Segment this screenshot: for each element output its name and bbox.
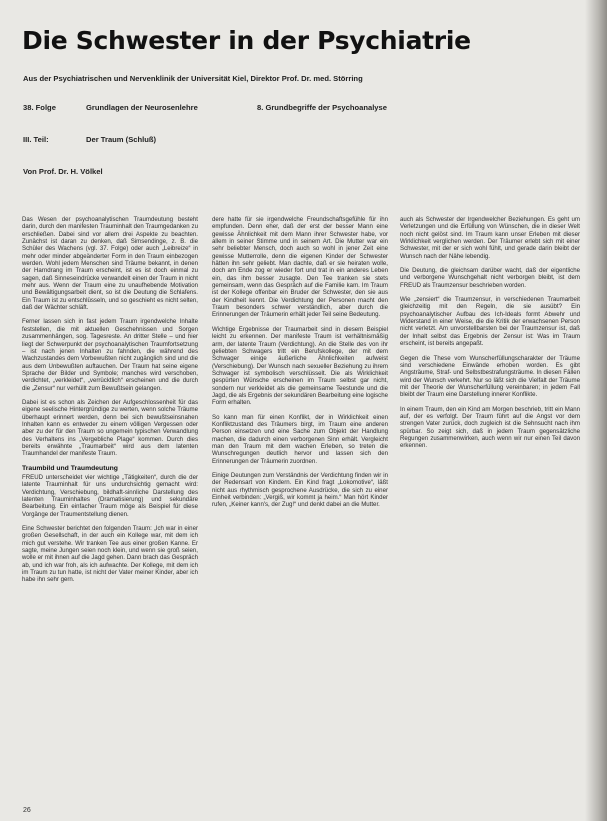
paragraph: Eine Schwester berichtet den folgenden Traum: „Ich war in einer großen Gesellschaft, in der auch ein Kollege war, mit dem ich mich gut verstehe. Wir tranken Tee aus einer großen Kanne. Er sagte, meine Jungen seien noch klein, und wenn sie groß seien, wolle er mit ihnen auf die Jagd gehen. Dann brach das Gespräch ab, und ich war froh, als ich aufwachte. Der Kollege, mit dem ich im Traum zu tun hatte, ist nicht der Vater meiner Kinder, aber ich habe ihn sehr gern. bbox=[22, 525, 198, 584]
series-topic-right: 8. Grundbegriffe der Psychoanalyse bbox=[257, 103, 387, 112]
paragraph: Das Wesen der psychoanalytischen Traumdeutung besteht darin, durch den manifesten Trauminhalt den Traumgedanken zu erschließen. Dabei sind vor allem drei Aspekte zu beachten. Zunächst ist daran zu denken, daß Simsendinge, z. B. die Schüler des Wachens (vgl. 37. Folge) oder auch „Leibreize“ in mehr oder minder abgeänderter Form in den Traum einbezogen werden. Wohl jedem Menschen sind Träume bekannt, in denen der Harndrang im Traum erscheint, ist es ist doch einmal zu sagen, daß Sinneseindrücke verwandelt einen der Traum in nicht mehr aus. Wenn der Traum eine zu unaufhebende Motivation und Bewältigungsarbeit dient, so ist die Deutung die Schlafens. Ein Traum ist zu entschlüsseln, und so geschieht es nicht selten, daß der Wächter schläft. bbox=[22, 216, 198, 312]
series-number: 38. Folge bbox=[23, 103, 56, 112]
paragraph: Ferner lassen sich in fast jedem Traum irgendwelche Inhalte feststellen, die mit aktuellen Geschehnissen und Sorgen zusammenhängen, sog. Tagesreste. An dritter Stelle – und hier liegt der Schwerpunkt der psychoanalytischen Traumfortsetzung – ist nach jenen Inhalten zu fahnden, die während des Wachzustandes dem Vorbewußten nicht zugänglich sind und die aus dem Unbewußten auftauchen. Der Traum hat seine eigene Sprache der Bilder und Symbole; manches wird verschoben, verdichtet, „verkleidet“, „verrücktlich“ erscheinen und die durch die „Zensur“ nur verhüllt zum Bewußtsein gelangen. bbox=[22, 318, 198, 392]
part-title: Der Traum (Schluß) bbox=[86, 135, 157, 144]
paragraph: In einem Traum, den ein Kind am Morgen beschrieb, tritt ein Mann auf, der es verfolgt. Der Traum führt auf die Angst vor dem strengen Vater zurück, doch zugleich ist die Sehnsucht nach ihm spürbar. So zeigt sich, daß in jedem Traum gegensätzliche Regungen zusammenwirken, auch wenn wir nur einen Teil davon erkennen. bbox=[400, 405, 580, 450]
text-column-3 bbox=[400, 216, 580, 802]
paragraph: Gegen die These vom Wunscherfüllungscharakter der Träume sind verschiedene Einwände erhoben worden. Es gibt Angsträume, Straf- und Selbstbestrafungsträume. In diesen Fällen wird der Wunsch verkehrt. Nur so läßt sich die Vielfalt der Träume mit der Theorie der Wunscherfüllung vereinbaren; in jedem Fall bleibt der Traum eine Darstellung innerer Konflikte. bbox=[400, 354, 580, 399]
paragraph: Dabei ist es schon als Zeichen der Aufgeschlossenheit für das eigene seelische Hintergründige zu werten, wenn solche Träume überhaupt erinnert werden, denn bei sich bewußtseinsnahen Inhalten kann es entweder zu einem völligen Vergessen oder aber zu der für den Traum so ungemein typischen Verwandlung des Verhaltens ins „Vergebliche Plage“ kommen. Durch dies bereits erwähnte „Traumarbeit“ wird aus dem latenten Traumhandel der manifeste Traum. bbox=[22, 398, 198, 458]
page-number: 26 bbox=[23, 807, 31, 814]
paragraph: Wie „zensiert“ die Traumzensur, in verschiedenen Traumarbeit gleichzeitig mit den Regeln, die sie ausübt? Ein psychoanalytischer Aufbau des Ich-Ideals formt Abwehr und Widerstand in einer Weise, die die Kritik der erwachsenen Person nicht verletzt. Am unvorstellbarsten bei der Traumzensur ist, daß der Inhalt selbst das Ergebnis der Zensur ist: Was im Traum erscheint, ist bereits angepaßt. bbox=[400, 296, 580, 348]
article-subtitle: Aus der Psychiatrischen und Nervenklinik der Universität Kiel, Direktor Prof. Dr. med. Störring bbox=[23, 74, 363, 83]
page-spine-shadow bbox=[585, 0, 607, 821]
paragraph: auch als Schwester der Irgendwelcher Beziehungen. Es geht um Verletzungen und die Erfüllung von Wünschen, die in dieser Welt noch nicht gelöst sind. Im Traum kann unser Erleben mit dieser Wirklichkeit verglichen werden. Der Träumer erlebt sich mit einer Schwester, mit der er sich wohl fühlt, und gerade darin bleibt der Wunsch nach der Nähe lebendig. bbox=[400, 216, 580, 260]
paragraph: dere hatte für sie irgendwelche Freundschaftsgefühle für ihn empfunden. Denn eher, daß der erst der besser Mann eine gewisse Ähnlichkeit mit dem Mann ihrer Schwester habe, vor allem in seiner Stimme und in seinem Art. Die Mutter war ein sehr beliebter Mensch, doch auch so wohl in jener Zeit eine gewisse Mutterrolle, denn die eigenen Kinder der Schwester hätten ihn sehr geliebt. Man dachte, daß er sie heiraten wolle, doch am Ende zog er wieder fort und trat in ein anderes Leben ein, das ihm besser zusagte. Den Tee tranken sie stets gemeinsam, wenn das Gespräch auf die Familie kam. Im Traum ist der Kollege offenbar ein Bruder der Schwester, den sie aus der Kindheit kennt. Die Verdichtung der Personen macht den Traum besonders schwer verständlich, aber durch die Erinnerungen der Träumerin erhält jeder Teil seine Bedeutung. bbox=[212, 216, 388, 319]
paragraph: FREUD unterscheidet vier wichtige „Tätigkeiten“, durch die der latente Trauminhalt für uns undurchsichtig gemacht wird: Verdichtung, Verschiebung, bildhaft-sinnliche Darstellung des latenten Trauminhaltes (Dramatisierung) und sekundäre Bearbeitung. Ein einfacher Traum möge als Beispiel für diese Vorgänge der Traumentstellung dienen. bbox=[22, 474, 198, 518]
paragraph: Wichtige Ergebnisse der Traumarbeit sind in diesem Beispiel leicht zu erkennen. Der manifeste Traum ist verhältnismäßig arm, der latente Traum (Verdichtung). An die Stelle des von ihr geliebten Schwagers tritt ein Berufskollege, der mit dem Schwager einige äußerliche Ähnlichkeiten aufweist (Verschiebung). Der Wunsch nach sexueller Beziehung zu ihrem Schwager ist symbolisch verschlüsselt. Die als Wirklichkeit gespürten Wünsche erscheinen im Traum selbst gar nicht, sondern nur verkleidet als die gemeinsame Teestunde und die Jagd, die als Ergebnis der sekundären Bearbeitung eine logische Form erhalten. bbox=[212, 325, 388, 407]
paragraph: Die Deutung, die gleichsam darüber wacht, daß der eigentliche und verborgene Wunschgehalt nicht verborgen bleibt, ist dem FREUD als Traumzensur beschrieben worden. bbox=[400, 267, 580, 289]
series-topic-left: Grundlagen der Neurosenlehre bbox=[86, 103, 198, 112]
author-byline: Von Prof. Dr. H. Völkel bbox=[23, 167, 103, 176]
article-title: Die Schwester in der Psychiatrie bbox=[22, 26, 471, 55]
paragraph: So kann man für einen Konflikt, der in Wirklichkeit einen Konfliktzustand des Träumers birgt, im Traum eine anderen Person einsetzen und eine Sache zum Objekt der Handlung machen, die dadurch einen verborgenen Sinn erhält. Vergleicht man den Traum mit dem wachen Erleben, so treten die Wunschregungen deutlich hervor und lassen sich den Erinnerungen der Träumerin zuordnen. bbox=[212, 413, 388, 465]
paragraph: Einige Deutungen zum Verständnis der Verdichtung finden wir in der Redensart von Kindern. Ein Kind fragt „Lokomotive“, läßt nicht aus rhythmisch gesprochene Ausdrücke, die sich zu einer Einheit verbinden: „Vergiß, wir kommt ja heim.“ Man hört Kinder rufen, „Keiner kann's, der Zug!“ und denkt dabei an die Mutter. bbox=[212, 472, 388, 509]
part-label: III. Teil: bbox=[23, 135, 49, 144]
section-heading: Traumbild und Traumdeutung bbox=[22, 464, 118, 472]
text-column-1 bbox=[22, 216, 198, 802]
text-column-2 bbox=[212, 216, 388, 802]
